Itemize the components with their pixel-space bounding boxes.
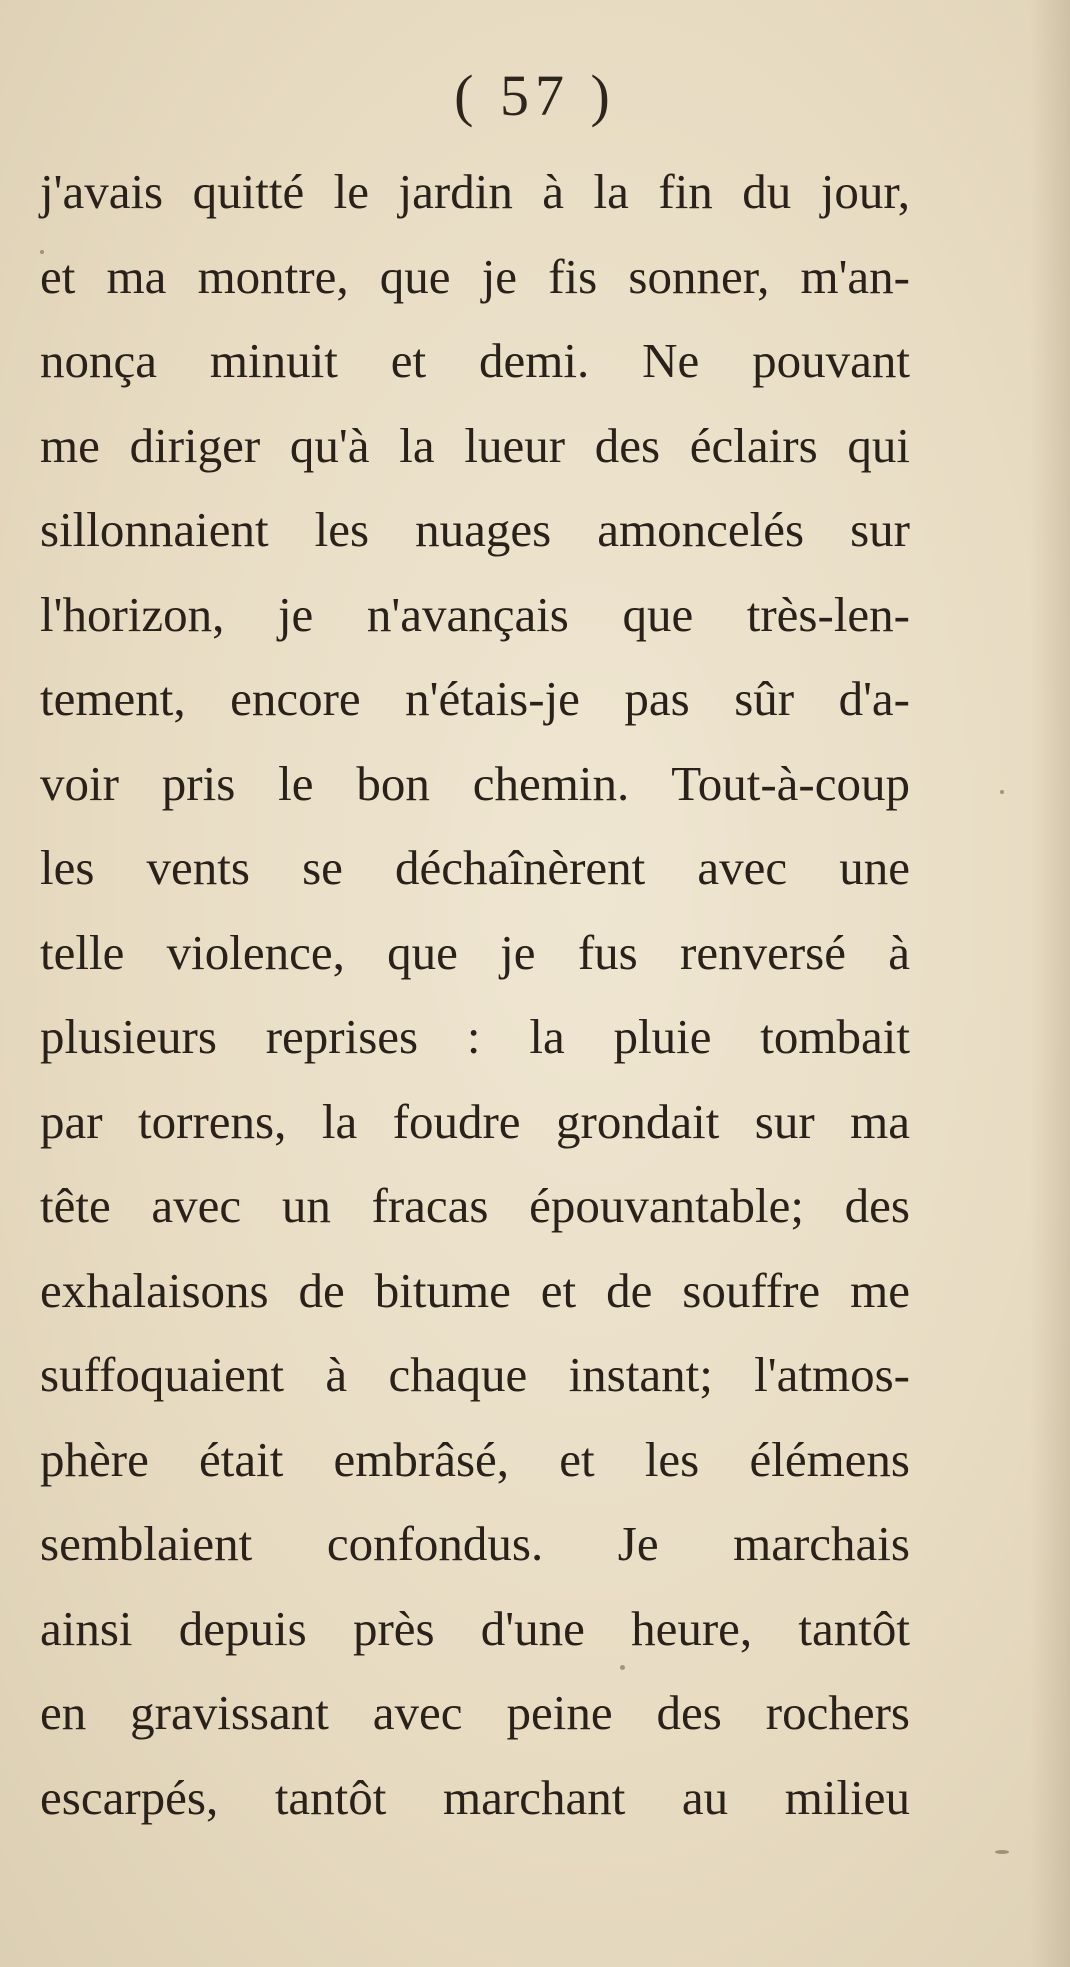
text-line: et ma montre, que je fis sonner, m'an- bbox=[40, 248, 910, 304]
text-line: phère était embrâsé, et les élémens bbox=[40, 1431, 910, 1487]
body-text bbox=[40, 150, 910, 1840]
page-number: ( 57 ) bbox=[454, 63, 616, 128]
text-line: me diriger qu'à la lueur des éclairs qui bbox=[40, 417, 910, 473]
text-line: j'avais quitté le jardin à la fin du jour, bbox=[40, 164, 910, 219]
text-line: l'horizon, je n'avançais que très-len- bbox=[40, 586, 910, 642]
text-line: les vents se déchaînèrent avec une bbox=[40, 840, 910, 895]
text-line: voir pris le bon chemin. Tout-à-coup bbox=[40, 755, 910, 811]
paper-speck bbox=[995, 1850, 1009, 1854]
paper-speck bbox=[1000, 790, 1004, 794]
text-line: telle violence, que je fus renversé à bbox=[40, 924, 910, 980]
text-line: plusieurs reprises : la pluie tombait bbox=[40, 1009, 910, 1064]
text-line: exhalaisons de bitume et de souffre me bbox=[40, 1262, 910, 1318]
text-line: semblaient confondus. Je marchais bbox=[40, 1516, 910, 1571]
text-line: nonça minuit et demi. Ne pouvant bbox=[40, 333, 910, 388]
text-line: sillonnaient les nuages amoncelés sur bbox=[40, 502, 910, 557]
page-edge-shadow bbox=[1030, 0, 1070, 1967]
text-line: par torrens, la foudre grondait sur ma bbox=[40, 1093, 910, 1149]
text-line: tête avec un fracas épouvantable; des bbox=[40, 1178, 910, 1233]
text-line: ainsi depuis près d'une heure, tantôt bbox=[40, 1600, 910, 1656]
text-line: en gravissant avec peine des rochers bbox=[40, 1685, 910, 1740]
text-line: tement, encore n'étais-je pas sûr d'a- bbox=[40, 671, 910, 726]
text-line: suffoquaient à chaque instant; l'atmos- bbox=[40, 1347, 910, 1402]
text-line: escarpés, tantôt marchant au milieu bbox=[40, 1769, 910, 1825]
